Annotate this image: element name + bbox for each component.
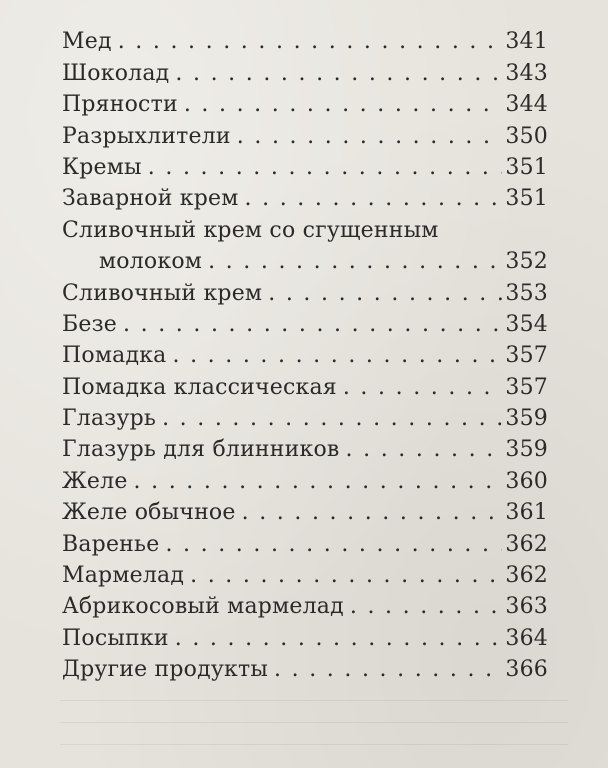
- toc-entry-page: 343: [505, 60, 548, 86]
- leader-dots: [128, 471, 502, 493]
- toc-entry: [62, 461, 548, 492]
- toc-entry-title: Разрыхлители: [62, 123, 231, 149]
- toc-entry-title: Мармелад: [62, 563, 185, 589]
- toc-entry-page: 362: [505, 563, 548, 589]
- toc-entry-page: 357: [505, 343, 548, 369]
- toc-entry-page: 366: [505, 657, 548, 683]
- toc-entry-title: Варенье: [62, 531, 160, 557]
- toc-entry-page: 354: [505, 311, 548, 337]
- toc-entry-page: 359: [505, 406, 548, 432]
- toc-entry-title: Другие продукты: [62, 657, 269, 683]
- leader-dots: [337, 377, 502, 399]
- toc-entry: [62, 524, 548, 555]
- toc-entry-page: 359: [505, 437, 548, 463]
- leader-dots: [166, 345, 502, 367]
- leader-dots: [159, 534, 502, 556]
- toc-entry: [62, 556, 548, 587]
- toc-entry: [62, 179, 548, 210]
- toc-entry: [62, 336, 548, 367]
- toc-entry: [62, 430, 548, 461]
- leader-dots: [239, 188, 502, 210]
- toc-entry: [62, 305, 548, 336]
- leader-dots: [344, 596, 502, 618]
- toc-entry: [62, 210, 548, 241]
- toc-entry: [62, 367, 548, 398]
- toc-entry: [62, 399, 548, 430]
- toc-entry-page: 362: [505, 531, 548, 557]
- leader-dots: [169, 628, 502, 650]
- leader-dots: [117, 314, 502, 336]
- toc-entry-continuation: [62, 242, 548, 273]
- toc-entry: [62, 22, 548, 53]
- leader-dots: [340, 439, 502, 461]
- leader-dots: [268, 659, 502, 681]
- leader-dots: [112, 31, 502, 53]
- toc-entry: [62, 85, 548, 116]
- toc-entry: [62, 587, 548, 618]
- toc-entry-title: Сливочный крем со сгущенным: [62, 217, 439, 243]
- toc-entry-title: Помадка классическая: [62, 374, 337, 400]
- toc-entry-page: 350: [505, 123, 548, 149]
- toc-entry: [62, 148, 548, 179]
- toc-entry-page: 361: [505, 500, 548, 526]
- toc-entry: [62, 618, 548, 649]
- toc-entry-page: 351: [505, 186, 548, 212]
- toc-entry: [62, 493, 548, 524]
- toc-entry-page: 344: [505, 92, 548, 118]
- leader-dots: [178, 94, 502, 116]
- leader-dots: [169, 63, 502, 85]
- toc-entry: [62, 650, 548, 681]
- toc-entry: [62, 53, 548, 84]
- toc-entry-page: 351: [505, 154, 548, 180]
- leader-dots: [156, 408, 502, 430]
- toc-entry: [62, 273, 548, 304]
- toc-entry-title: Пряности: [62, 92, 178, 118]
- leader-dots: [184, 565, 502, 587]
- toc-entry-title: Сливочный крем: [62, 280, 263, 306]
- table-of-contents: [62, 22, 548, 681]
- toc-entry-page: 364: [505, 625, 548, 651]
- toc-entry-title: Абрикосовый мармелад: [62, 594, 344, 620]
- show-through-text: [60, 690, 568, 760]
- toc-entry-page: 360: [505, 468, 548, 494]
- toc-entry-title: Глазурь для блинников: [62, 437, 340, 463]
- leader-dots: [231, 126, 502, 148]
- toc-entry-page: 357: [505, 374, 548, 400]
- leader-dots: [202, 251, 502, 273]
- toc-entry-title-continuation: молоком: [99, 249, 203, 275]
- toc-entry-title: Безе: [62, 311, 118, 337]
- leader-dots: [262, 283, 502, 305]
- toc-entry-title: Желе обычное: [62, 500, 236, 526]
- toc-entry-title: Мед: [62, 29, 112, 55]
- toc-entry-title: Помадка: [62, 343, 167, 369]
- toc-entry-title: Глазурь: [62, 406, 157, 432]
- toc-entry-page: 363: [505, 594, 548, 620]
- toc-entry-title: Желе: [62, 468, 128, 494]
- toc-entry-title: Заварной крем: [62, 186, 239, 212]
- toc-entry-title: Посыпки: [62, 625, 169, 651]
- toc-entry: [62, 116, 548, 147]
- toc-entry-page: 352: [505, 249, 548, 275]
- leader-dots: [236, 502, 502, 524]
- toc-entry-page: 341: [505, 29, 548, 55]
- toc-entry-title: Шоколад: [62, 60, 170, 86]
- leader-dots: [142, 157, 502, 179]
- toc-entry-title: Кремы: [62, 154, 142, 180]
- toc-entry-page: 353: [505, 280, 548, 306]
